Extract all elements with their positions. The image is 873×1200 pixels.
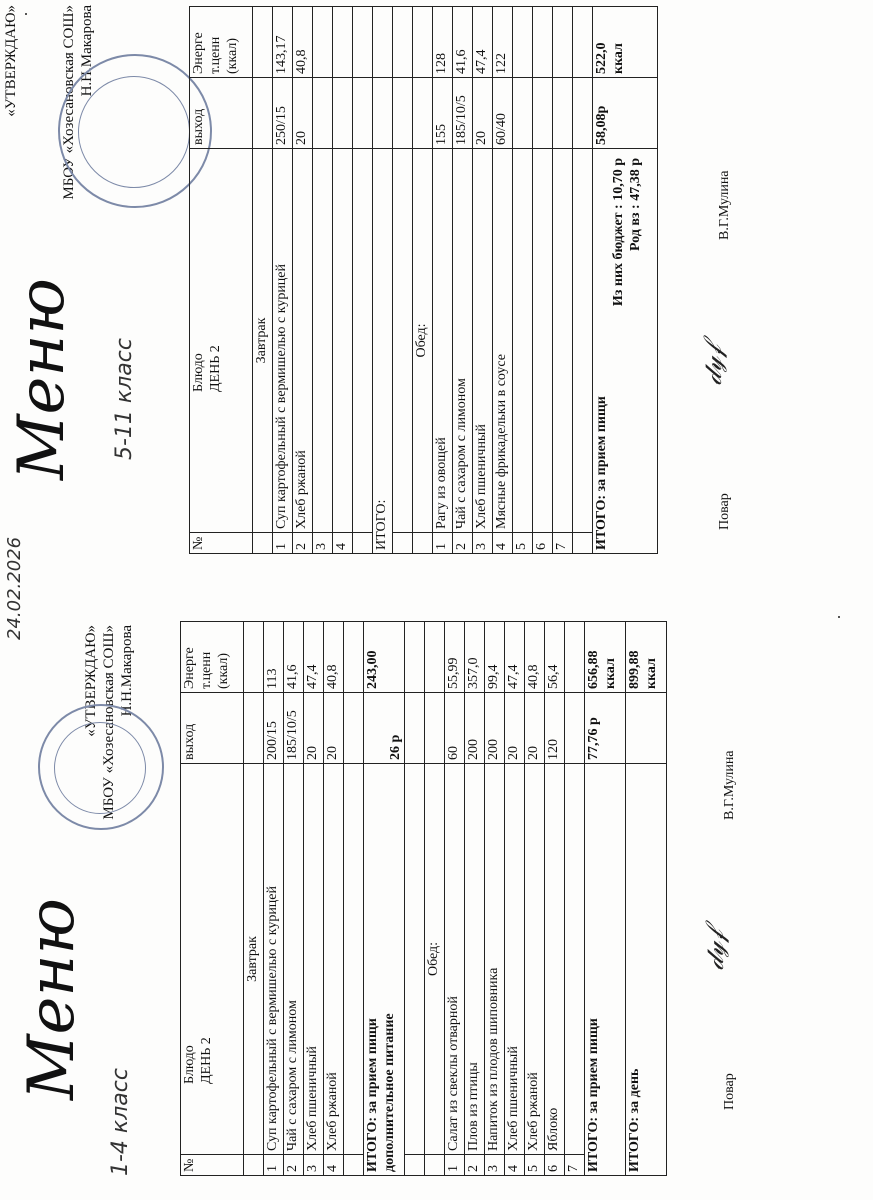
table-row: 3 <box>313 7 333 554</box>
table-row <box>405 622 425 1176</box>
total-energy: 522,0 ккал <box>593 7 658 78</box>
table-row: 4 Мясные фрикадельки в соусе 60/40 122 <box>493 7 513 554</box>
menu-table <box>189 6 658 554</box>
director-name: Н.Н.Макарова <box>119 625 135 717</box>
total-label: ИТОГО: <box>373 149 393 554</box>
class-note: 5-11 класс <box>112 338 137 460</box>
header-number: № <box>190 533 253 554</box>
day-total-row <box>626 622 667 1176</box>
total-label-cell <box>593 149 658 554</box>
director-name: Н.Н.Макарова <box>79 5 95 97</box>
extra-label: дополнительное питание <box>382 1013 397 1172</box>
table-row <box>353 7 373 554</box>
day-total-energy: 899,88 ккал <box>626 622 667 693</box>
total-label: ИТОГО: за прием пищи <box>594 396 609 550</box>
header-energy: Энерге т.ценн (ккал) <box>181 622 244 693</box>
cook-label: Повар <box>722 1073 737 1110</box>
cook-signature: 𝒹𝓎𝒻 <box>700 930 730 970</box>
total-price: 58,08р <box>593 78 658 149</box>
menu-panel-1-4 <box>0 610 873 1200</box>
cook-name: В.Г.Мулина <box>717 170 732 240</box>
header-output: выход <box>190 78 253 149</box>
table-row: 1 Суп картофельный с вермишелью с курицей 250/15 143,17 <box>273 7 293 554</box>
scan-speck <box>838 616 840 618</box>
table-row: 4 Хлеб ржаной 20 40,8 <box>324 622 344 1176</box>
school-name: МБОУ «Хозесановская СОШ» <box>61 5 77 200</box>
budget-line: Из них бюджет : 10,70 р <box>611 158 626 307</box>
total-energy: 243,00 <box>364 622 405 693</box>
table-row: 3 Хлеб пшеничный 20 47,4 <box>473 7 493 554</box>
table-row: 3 Напиток из плодов шиповника 200 99,4 <box>485 622 505 1176</box>
table-row: 4 Хлеб пшеничный 20 47,4 <box>505 622 525 1176</box>
table-row <box>344 622 364 1176</box>
table-row <box>393 7 413 554</box>
parent-pay-line: Род вз : 47,38 р <box>628 158 643 252</box>
total-row <box>364 622 405 1176</box>
section-label: Обед: <box>413 149 433 533</box>
header-dish: Блюдо ДЕНЬ 2 <box>190 149 253 533</box>
section-row <box>413 7 433 554</box>
section-row <box>244 622 264 1176</box>
table-row: 4 <box>333 7 353 554</box>
round-seal <box>38 704 164 830</box>
table-row: 2 Чай с сахаром с лимоном 185/10/5 41,6 <box>453 7 473 554</box>
seal-inner-ring <box>78 76 190 188</box>
cook-signature: 𝒹𝓎𝒻 <box>698 345 728 385</box>
section-label: Завтрак <box>244 764 264 1155</box>
total-price: 77,76 р <box>585 693 626 764</box>
menu-panel-5-11 <box>0 5 873 600</box>
table-header-row <box>190 7 253 554</box>
handwritten-date: 24.02.2026 <box>4 536 25 640</box>
header-output: выход <box>181 693 244 764</box>
section-row <box>425 622 445 1176</box>
total-label: ИТОГО: за прием пищи <box>365 1018 380 1172</box>
cook-label: Повар <box>717 493 732 530</box>
table-row: 7 <box>565 622 585 1176</box>
total-row <box>585 622 626 1176</box>
table-row: 5 <box>513 7 533 554</box>
section-label: Завтрак <box>253 149 273 533</box>
approval-title: «УТВЕРЖДАЮ» <box>83 625 99 737</box>
menu-table <box>180 621 667 1176</box>
class-note: 1-4 класс <box>108 1068 133 1176</box>
total-label-cell <box>364 764 405 1176</box>
table-row: 2 Плов из птицы 200 357,0 <box>465 622 485 1176</box>
table-row <box>573 7 593 554</box>
section-label: Обед: <box>425 764 445 1155</box>
table-row: 3 Хлеб пшеничный 20 47,4 <box>304 622 324 1176</box>
cook-name: В.Г.Мулина <box>722 750 737 820</box>
school-name: МБОУ «Хозесановская СОШ» <box>101 625 117 820</box>
table-row: 1 Рагу из овощей 155 128 <box>433 7 453 554</box>
scan-speck <box>25 13 27 15</box>
total-label: ИТОГО: за прием пищи <box>585 764 626 1176</box>
table-row: 2 Чай с сахаром с лимоном 185/10/5 41,6 <box>284 622 304 1176</box>
table-row: 1 Салат из свеклы отварной 60 55,99 <box>445 622 465 1176</box>
section-row <box>253 7 273 554</box>
table-header-row <box>181 622 244 1176</box>
total-energy: 656,88 ккал <box>585 622 626 693</box>
approval-title: «УТВЕРЖДАЮ» <box>3 5 19 117</box>
table-row: 6 Яблоко 120 56,4 <box>545 622 565 1176</box>
table-row: 7 <box>553 7 573 554</box>
menu-title: Меню <box>15 898 89 1100</box>
table-row: 1 Суп картофельный с вермишелью с курицей 200/15 113 <box>264 622 284 1176</box>
seal-inner-ring <box>54 722 146 814</box>
header-number: № <box>181 1155 244 1176</box>
total-row <box>373 7 393 554</box>
menu-title: Меню <box>5 278 79 480</box>
header-energy: Энерге т.ценн (ккал) <box>190 7 253 78</box>
table-row: 5 Хлеб ржаной 20 40,8 <box>525 622 545 1176</box>
day-total-label: ИТОГО: за день <box>626 764 667 1176</box>
table-row: 6 <box>533 7 553 554</box>
header-dish: Блюдо ДЕНЬ 2 <box>181 764 244 1155</box>
total-price: 26 р <box>364 693 405 764</box>
total-row <box>593 7 658 554</box>
table-row: 2 Хлеб ржаной 20 40,8 <box>293 7 313 554</box>
